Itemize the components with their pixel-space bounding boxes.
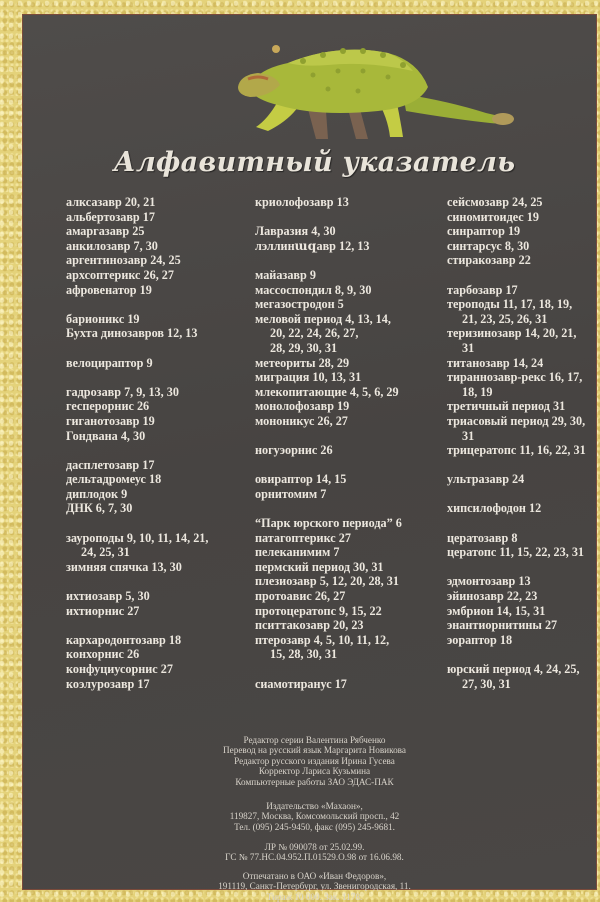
letter-group-gap — [66, 574, 241, 589]
credit-line: 119827, Москва, Комсомольский просп., 42 — [229, 811, 400, 822]
index-term: сиамотиранус — [255, 676, 332, 691]
index-entry — [447, 545, 600, 560]
index-term: эораптор — [447, 632, 497, 647]
index-pages: 17 — [142, 209, 155, 224]
index-entry — [66, 677, 241, 692]
index-term: кархародонтозавр — [66, 632, 166, 647]
index-column-2 — [255, 195, 435, 691]
index-entry — [447, 501, 600, 516]
index-pages: 14, 24 — [512, 355, 544, 370]
index-entry — [255, 574, 435, 589]
index-entry — [66, 224, 241, 239]
index-pages: 22 — [518, 253, 531, 268]
credit-line: Компьютерные работы ЗАО ЭДАС-ПАК — [235, 776, 394, 787]
letter-group-gap — [255, 662, 435, 677]
index-term: Лавразия — [255, 224, 309, 239]
index-entry — [66, 560, 241, 575]
index-pages: 8, 9, 30 — [334, 282, 372, 297]
index-term: аргентинозавр — [66, 253, 148, 268]
index-entry — [447, 253, 600, 268]
index-entry — [447, 618, 600, 633]
index-pages: 14, 15, 31 — [496, 603, 546, 618]
index-pages: 11, 15, 22, 23, 31 — [499, 545, 585, 560]
index-entry — [66, 472, 241, 487]
credit-line: Редактор русского издания Ирина Гусева — [234, 755, 395, 766]
index-entry — [255, 224, 435, 239]
index-pages: 28, 29 — [318, 355, 350, 370]
index-pages-continued: 15, 28, 30, 31 — [270, 647, 338, 662]
index-entry — [255, 677, 435, 692]
index-pages: 30, 31 — [353, 559, 384, 574]
index-entry — [255, 443, 435, 458]
index-entry — [255, 312, 435, 356]
index-entry — [447, 414, 600, 443]
index-term: лэллинազавр — [255, 238, 336, 253]
index-pages: 14, 15 — [315, 472, 347, 487]
credit-line: ЛР № 090078 от 25.02.99. — [264, 842, 365, 852]
index-pages: 27 — [160, 662, 173, 676]
index-term: ДНК — [66, 501, 93, 516]
index-term: монолофозавр — [255, 399, 334, 414]
index-pages: 8 — [511, 530, 518, 545]
index-pages: 17 — [505, 282, 518, 297]
index-term: цератопс — [447, 545, 497, 560]
index-pages: 18 — [168, 632, 182, 647]
credit-line: Отпечатано в ОАО «Иван Федоров», — [242, 871, 387, 881]
index-pages: 19 — [139, 282, 152, 297]
index-pages: 26, 27 — [314, 589, 346, 604]
credits-license — [23, 842, 596, 863]
index-pages: 24, 25 — [150, 253, 181, 268]
letter-group-gap — [447, 487, 600, 502]
index-term: “Парк юрского периода” — [255, 516, 393, 531]
credit-line: ГС № 77.НС.04.952.П.01529.О.98 от 16.06.98. — [225, 852, 404, 863]
index-entry — [66, 429, 241, 444]
index-entry — [255, 239, 435, 254]
index-term: зимняя спячка — [66, 559, 149, 574]
credit-line: Издательство «Махаон», — [266, 801, 363, 811]
index-pages: 9 — [309, 267, 316, 282]
index-pages: 19 — [127, 311, 140, 326]
index-term: третичный период — [447, 399, 550, 414]
index-entry — [255, 472, 435, 487]
index-term: синтарсус — [447, 238, 502, 253]
index-term: дасплетозавр — [66, 457, 140, 472]
index-entry — [66, 458, 241, 473]
index-pages: 26, 27 — [317, 413, 348, 428]
index-term: протоавис — [255, 589, 312, 604]
index-entry — [255, 399, 435, 414]
index-term: титанозавр — [447, 355, 510, 370]
index-pages: 24, 25 — [512, 195, 543, 209]
index-term: диплодок — [66, 486, 119, 501]
credit-line: Тел. (095) 245-9450, факс (095) 245-9681. — [234, 821, 395, 832]
index-pages: 13 — [336, 195, 349, 209]
index-entry — [255, 516, 435, 531]
index-pages: 27 — [127, 603, 140, 618]
index-pages: 19 — [526, 209, 539, 224]
index-entry — [66, 356, 241, 371]
index-pages: 17 — [142, 457, 155, 472]
index-pages: 5, 12, 20, 28, 31 — [319, 574, 399, 589]
index-term: Гондвана — [66, 428, 118, 443]
index-pages: 10, 13, 31 — [312, 370, 362, 385]
index-term: эйинозавр — [447, 589, 504, 604]
index-pages: 18 — [499, 632, 513, 647]
letter-group-gap — [255, 501, 435, 516]
index-pages: 19 — [507, 224, 521, 239]
index-term: майазавр — [255, 267, 307, 282]
index-term: ихтиозавр — [66, 589, 123, 604]
index-pages: 8, 30 — [504, 238, 530, 253]
credit-line: Перевод на русский язык Маргарита Новикова — [223, 745, 406, 756]
index-pages: 19 — [337, 399, 350, 414]
index-pages: 17 — [137, 676, 150, 691]
index-pages: 18 — [149, 472, 162, 487]
letter-group-gap — [66, 618, 241, 633]
index-term: пситтакозавр — [255, 618, 330, 633]
index-pages: 12, 13 — [339, 238, 370, 253]
index-pages: 25 — [132, 224, 145, 239]
index-term: криолофозавр — [255, 195, 334, 209]
index-term: амаргазавр — [66, 224, 130, 239]
index-pages-continued: 20, 22, 24, 26, 27, — [270, 326, 359, 341]
index-entry — [66, 531, 241, 560]
index-term: энантиорнитины — [447, 618, 542, 633]
index-entry — [447, 574, 600, 589]
index-pages: 20, 23 — [333, 618, 364, 633]
index-pages: 12, 13 — [167, 326, 198, 341]
index-pages: 24 — [512, 472, 525, 487]
index-term: теризинозавр — [447, 326, 522, 341]
index-term: ихтиорнис — [66, 603, 125, 618]
index-term: эмбрион — [447, 603, 494, 618]
index-term: конфуциусорнис — [66, 662, 158, 676]
index-pages: 12 — [529, 501, 542, 516]
index-entry — [447, 662, 600, 691]
index-pages: 11, 16, 22, 31 — [519, 443, 586, 458]
index-pages: 26 — [126, 647, 140, 662]
index-term: архсоптерикс — [66, 267, 141, 282]
index-pages: 19 — [142, 413, 155, 428]
index-pages-continued: 24, 25, 31 — [81, 545, 130, 560]
index-pages: 27 — [544, 618, 558, 633]
index-pages: 13, 30 — [151, 559, 182, 574]
index-term: цератозавр — [447, 530, 509, 545]
letter-group-gap — [66, 297, 241, 312]
index-pages: 26 — [320, 443, 333, 458]
index-term: Бухта динозавров — [66, 326, 164, 341]
index-entry — [66, 239, 241, 254]
index-term: мононикус — [255, 413, 315, 428]
index-term: зауроподы — [66, 530, 124, 545]
letter-group-gap — [66, 370, 241, 385]
index-term: пелеканимим — [255, 545, 331, 560]
index-term: гесперорнис — [66, 399, 134, 414]
index-entry — [447, 604, 600, 619]
index-term: пермский период — [255, 559, 350, 574]
index-entry — [66, 326, 241, 341]
index-entry — [255, 589, 435, 604]
index-pages: 9, 15, 22 — [339, 603, 382, 618]
index-term: хипсилофодон — [447, 501, 526, 516]
index-entry — [66, 210, 241, 225]
index-entry — [66, 414, 241, 429]
letter-group-gap — [255, 429, 435, 444]
index-entry — [66, 312, 241, 327]
index-pages: 13 — [518, 574, 531, 589]
index-term: барионикс — [66, 311, 125, 326]
index-page-panel — [22, 14, 597, 902]
index-term: тарбозавр — [447, 282, 503, 297]
index-entry — [255, 560, 435, 575]
index-pages-continued: 18, 19 — [462, 384, 493, 399]
index-pages: 4, 30 — [120, 428, 146, 443]
index-term: эдмонтозавр — [447, 574, 516, 589]
index-term: гиганотозавр — [66, 413, 140, 428]
index-term: синомитоидес — [447, 209, 524, 224]
letter-group-gap — [447, 268, 600, 283]
index-pages: 7, 30 — [133, 238, 158, 253]
letter-group-gap — [447, 458, 600, 473]
ankylosaur-illustration-icon — [228, 39, 518, 139]
index-entry — [255, 385, 435, 400]
index-pages: 31 — [553, 399, 566, 414]
index-pages: 4, 13, 14, — [345, 311, 391, 326]
index-pages: 26, 27 — [143, 267, 174, 282]
index-term: велоцираптор — [66, 355, 144, 370]
index-entry — [447, 326, 600, 355]
index-entry — [447, 633, 600, 648]
index-term: сейсмозавр — [447, 195, 509, 209]
index-pages: 5, 30 — [125, 589, 150, 604]
index-pages-continued: 27, 30, 31 — [462, 676, 511, 691]
index-term: плезиозавр — [255, 574, 317, 589]
index-entry — [66, 604, 241, 619]
index-entry — [66, 399, 241, 414]
index-term: метеориты — [255, 355, 316, 370]
index-pages-continued: 21, 23, 25, 26, 31 — [462, 311, 548, 326]
credit-line: 191119, Санкт-Петербург, ул. Звенигородская, 11. — [218, 881, 411, 892]
index-pages: 29, 30, — [551, 413, 586, 428]
index-entry — [255, 414, 435, 429]
index-entry — [447, 589, 600, 604]
index-entry — [66, 253, 241, 268]
index-entry — [255, 195, 435, 210]
index-pages-continued: 28, 29, 30, 31 — [270, 340, 338, 355]
index-pages: 27 — [338, 530, 351, 545]
index-entry — [447, 239, 600, 254]
letter-group-gap — [66, 516, 241, 531]
index-pages: 7 — [333, 545, 340, 560]
index-pages-continued: 31 — [462, 340, 475, 355]
index-pages: 6 — [395, 516, 402, 531]
index-pages: 9 — [121, 486, 128, 501]
credits-printing — [23, 871, 596, 902]
credits-editorial — [23, 735, 596, 787]
index-pages: 22, 23 — [506, 589, 538, 604]
index-entry — [447, 472, 600, 487]
index-term: патагоптерикс — [255, 530, 336, 545]
page-title: Алфавитный указатель — [113, 147, 516, 178]
index-entry — [66, 633, 241, 648]
index-term: альбертозавр — [66, 209, 140, 224]
index-entry — [255, 545, 435, 560]
index-entry — [255, 633, 435, 662]
index-entry — [255, 283, 435, 298]
index-term: стиракозавр — [447, 253, 516, 268]
index-term: протоцератопс — [255, 603, 336, 618]
index-term: мегазостродон — [255, 297, 335, 312]
letter-group-gap — [66, 443, 241, 458]
index-entry — [447, 210, 600, 225]
index-term: триасовый период — [447, 413, 549, 428]
index-column-1 — [66, 195, 241, 691]
index-entry — [255, 604, 435, 619]
index-entry — [447, 370, 600, 399]
index-term: ультразавр — [447, 472, 509, 487]
index-entry — [447, 399, 600, 414]
letter-group-gap — [255, 210, 435, 225]
letter-group-gap — [255, 253, 435, 268]
index-entry — [66, 283, 241, 298]
index-pages: 4, 5, 6, 29 — [349, 384, 399, 399]
index-pages: 4, 30 — [311, 224, 336, 239]
index-entry — [66, 385, 241, 400]
index-term: тираннозавр-рекс — [447, 370, 546, 385]
index-entry — [66, 195, 241, 210]
index-term: анкилозавр — [66, 238, 131, 253]
index-term: массоспондил — [255, 282, 332, 297]
index-term: дельтадромеус — [66, 472, 146, 487]
letter-group-gap — [447, 516, 600, 531]
index-pages: 4, 24, 25, — [533, 662, 580, 676]
index-entry — [447, 224, 600, 239]
index-pages: 5 — [337, 297, 344, 312]
index-entry — [447, 443, 600, 458]
index-entry — [66, 268, 241, 283]
index-term: орнитомим — [255, 486, 318, 501]
index-pages: 11, 17, 18, 19, — [502, 297, 573, 312]
index-entry — [66, 647, 241, 662]
letter-group-gap — [66, 341, 241, 356]
index-column-3 — [447, 195, 600, 691]
index-term: коэлурозавр — [66, 676, 135, 691]
index-term: юрский период — [447, 662, 531, 676]
index-pages: 7, 9, 13, 30 — [124, 384, 179, 399]
index-term: меловой период — [255, 311, 343, 326]
index-pages: 6, 7, 30 — [95, 501, 133, 516]
credit-line: Редактор серии Валентина Рябченко — [243, 735, 386, 745]
letter-group-gap — [447, 647, 600, 662]
index-pages: 9, 10, 11, 14, 21, — [126, 530, 209, 545]
letter-group-gap — [447, 560, 600, 575]
index-entry — [447, 297, 600, 326]
index-term: тероподы — [447, 297, 500, 312]
index-entry — [447, 283, 600, 298]
index-pages: 20, 21 — [124, 195, 156, 209]
index-entry — [447, 195, 600, 210]
index-term: ногуэорнис — [255, 443, 318, 458]
index-term: птерозавр — [255, 632, 311, 647]
index-entry — [255, 618, 435, 633]
index-entry — [255, 531, 435, 546]
index-term: миграция — [255, 370, 310, 385]
credits-publisher — [23, 801, 596, 832]
index-pages: 7 — [320, 486, 327, 501]
index-term: конхорнис — [66, 647, 124, 662]
index-entry — [66, 662, 241, 677]
index-term: млекопитающие — [255, 384, 347, 399]
index-term: овираптор — [255, 472, 313, 487]
letter-group-gap — [255, 458, 435, 473]
index-term: афровенатор — [66, 282, 137, 297]
index-pages-continued: 31 — [462, 428, 475, 443]
index-entry — [255, 487, 435, 502]
index-pages: 4, 5, 10, 11, 12, — [313, 632, 390, 647]
index-entry — [255, 268, 435, 283]
index-entry — [447, 531, 600, 546]
index-pages: 16, 17, — [548, 370, 583, 385]
index-entry — [447, 356, 600, 371]
index-term: трицератопс — [447, 443, 517, 458]
index-pages: 26 — [136, 399, 150, 414]
index-term: алксазавр — [66, 195, 122, 209]
index-entry — [66, 487, 241, 502]
index-entry — [255, 370, 435, 385]
credit-line: Корректор Лариса Кузьмина — [258, 766, 371, 777]
index-entry — [255, 297, 435, 312]
credit-line: Тираж 10 000. Зак. 1178. — [266, 891, 363, 902]
index-entry — [66, 501, 241, 516]
index-entry — [255, 356, 435, 371]
index-pages: 9 — [146, 355, 153, 370]
index-entry — [66, 589, 241, 604]
index-term: гадрозавр — [66, 384, 122, 399]
index-term: синраптор — [447, 224, 505, 239]
index-pages: 14, 20, 21, — [524, 326, 577, 341]
index-pages: 17 — [334, 676, 347, 691]
